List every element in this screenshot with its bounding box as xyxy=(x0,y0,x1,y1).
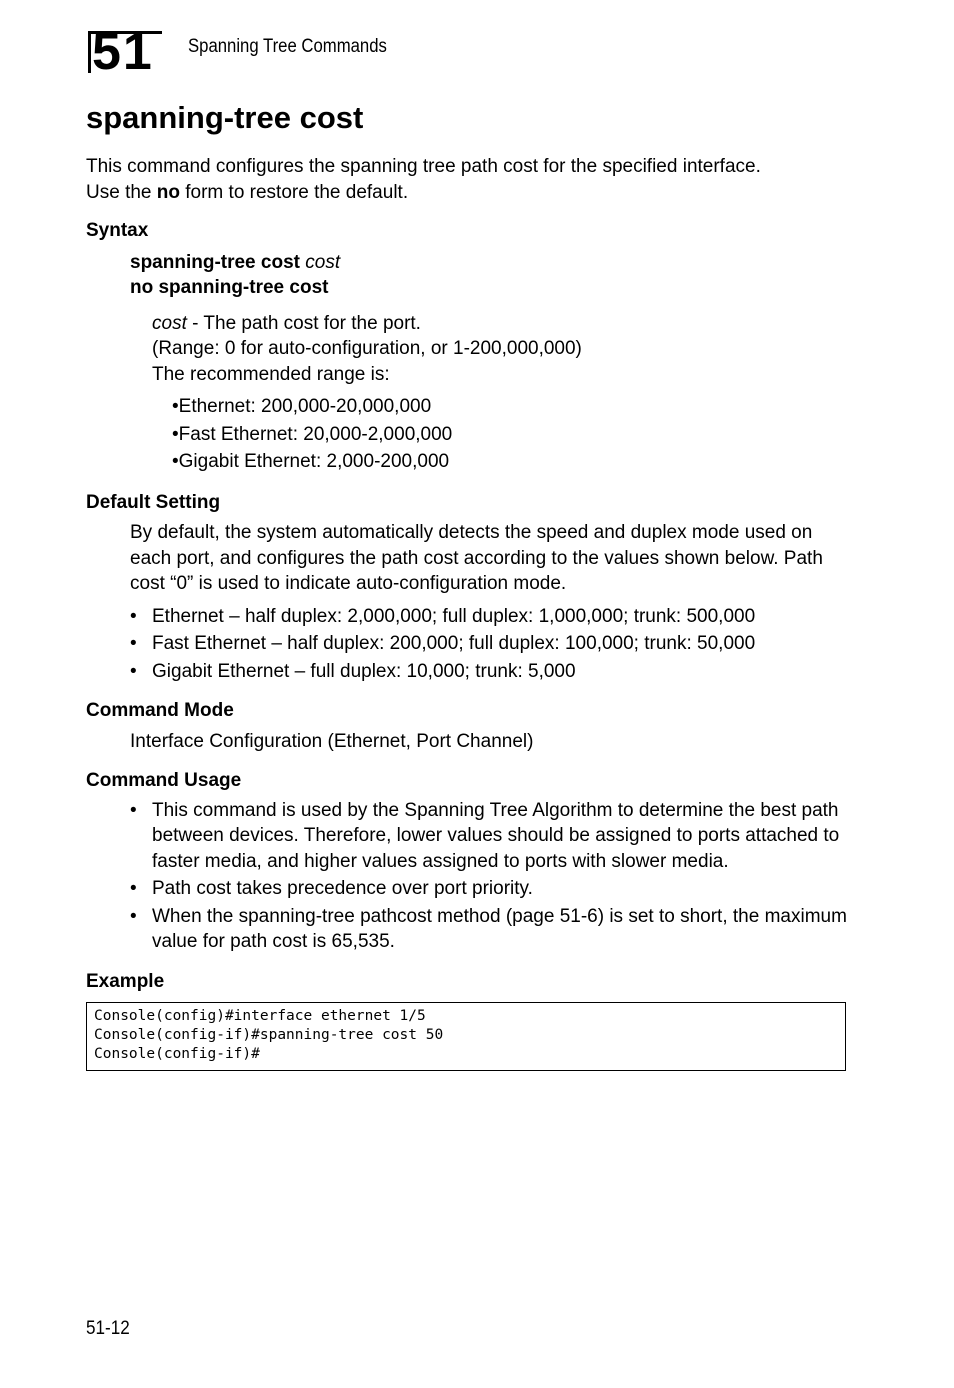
chapter-number: 51 xyxy=(92,23,154,81)
default-setting-text: By default, the system automatically detects the speed and duplex mode used on each port, and configures the path cost according to the values shown below. Path cost “0” is used to indicate auto-configuration mode. xyxy=(130,522,823,594)
intro-line2-pre: Use the xyxy=(86,181,157,203)
default-setting-list xyxy=(86,604,856,685)
list-item: • Fast Ethernet: 20,000-2,000,000 xyxy=(172,421,856,449)
command-usage-heading: Command Usage xyxy=(86,770,242,791)
syntax-block xyxy=(86,250,856,301)
list-item: • Fast Ethernet – half duplex: 200,000; full duplex: 100,000; trunk: 50,000 xyxy=(130,631,856,657)
param-range: (Range: 0 for auto-configuration, or 1-200,000,000) xyxy=(152,338,582,359)
code-line: Console(config-if)#spanning-tree cost 50 xyxy=(94,1027,444,1043)
command-usage-list xyxy=(86,798,856,955)
syntax-heading: Syntax xyxy=(86,220,149,241)
list-item: • Gigabit Ethernet: 2,000-200,000 xyxy=(172,448,856,476)
command-mode-text: Interface Configuration (Ethernet, Port Channel) xyxy=(130,730,534,752)
list-item: • Ethernet: 200,000-20,000,000 xyxy=(172,393,856,421)
syntax-cmd2: no spanning-tree cost xyxy=(130,277,329,298)
default-setting-heading: Default Setting xyxy=(86,491,221,513)
page-number: 51-12 xyxy=(86,1318,130,1339)
param-recommended: The recommended range is: xyxy=(152,363,390,385)
list-item: • When the spanning-tree pathcost method (page 51-6) is set to short, the maximum value for path cost is 65,535. xyxy=(130,904,856,955)
list-item: • This command is used by the Spanning Tree Algorithm to determine the best path between devices. Therefore, lower values should be assigned to ports attached to faster media, and higher values assigned to ports with slower media. xyxy=(130,798,856,875)
param-description xyxy=(86,311,856,388)
intro-line1: This command configures the spanning tree path cost for the specified interface. xyxy=(86,156,761,177)
code-line: Console(config-if)# xyxy=(94,1046,260,1062)
command-mode-heading: Command Mode xyxy=(86,700,234,721)
code-line: Console(config)#interface ethernet 1/5 xyxy=(94,1008,426,1024)
running-title: Spanning Tree Commands xyxy=(188,36,387,57)
intro-line2-post: form to restore the default. xyxy=(179,181,409,203)
list-item: • Path cost takes precedence over port priority. xyxy=(130,876,856,902)
recommended-range-list xyxy=(86,393,856,476)
page-body xyxy=(86,154,856,1071)
list-item: • Ethernet – half duplex: 2,000,000; full duplex: 1,000,000; trunk: 500,000 xyxy=(130,604,856,630)
syntax-cmd1-arg: cost xyxy=(305,251,341,273)
syntax-cmd1: spanning-tree cost xyxy=(130,251,300,273)
param-name: cost xyxy=(152,312,187,334)
intro-no-keyword: no xyxy=(156,181,180,203)
list-item: • Gigabit Ethernet – full duplex: 10,000; trunk: 5,000 xyxy=(130,659,856,685)
intro-paragraph xyxy=(86,154,856,205)
example-heading: Example xyxy=(86,970,165,992)
code-example xyxy=(86,1002,846,1071)
param-desc: - The path cost for the port. xyxy=(186,312,421,334)
page-title: spanning-tree cost xyxy=(86,100,364,135)
